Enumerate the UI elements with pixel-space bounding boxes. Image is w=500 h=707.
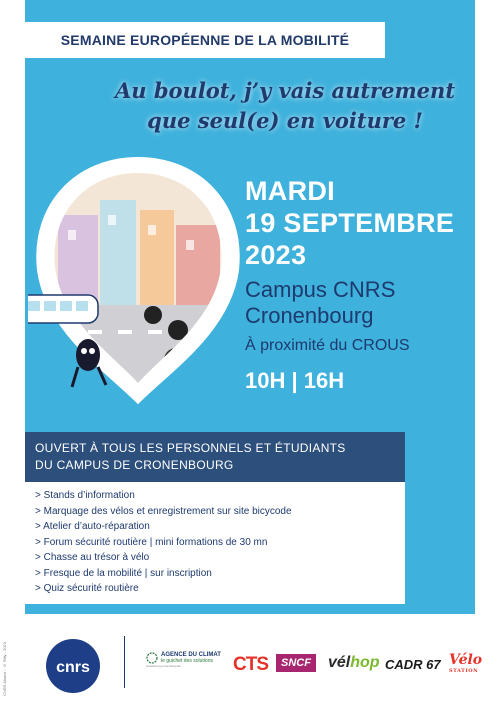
- list-item: > Chasse au trésor à vélo: [35, 550, 395, 566]
- sncf-logo: SNCF: [276, 654, 316, 672]
- event-date: 19 SEPTEMBRE: [245, 208, 455, 238]
- velhop-part-1: vél: [328, 654, 351, 671]
- week-banner: [25, 22, 385, 58]
- list-item: > Fresque de la mobilité | sur inscription: [35, 566, 395, 582]
- agence-line-1: AGENCE DU CLIMAT: [161, 652, 221, 658]
- event-place-1: Campus CNRS: [245, 277, 396, 302]
- slogan-line-2: que seul(e) en voiture !: [147, 108, 423, 133]
- event-day: MARDI: [245, 176, 335, 206]
- list-item: > Marquage des vélos et enregistrement sur site bicycode: [35, 504, 395, 520]
- event-near: À proximité du CROUS: [245, 337, 410, 354]
- cadr67-logo: CADR 67: [385, 657, 441, 672]
- footer-divider: [124, 636, 125, 688]
- cnrs-logo-text: cnrs: [56, 659, 90, 676]
- velo-station-sub: STATION: [449, 668, 479, 674]
- event-details: [245, 175, 454, 395]
- agence-line-2: le guichet des solutions: [161, 658, 213, 664]
- photo-credit: CNRS Alsace - © Rilly - 2023: [2, 642, 7, 696]
- partner-footer: [0, 614, 500, 707]
- agence-climat-logo: [146, 652, 226, 668]
- event-hours: 10H | 16H: [245, 368, 345, 393]
- open-to-box: [25, 432, 405, 482]
- slogan-line-1: Au boulot, j’y vais autrement: [114, 78, 456, 103]
- list-item: > Atelier d’auto-réparation: [35, 519, 395, 535]
- slogan: [104, 76, 466, 136]
- cts-logo: CTS: [233, 654, 268, 675]
- list-item: > Forum sécurité routière | mini formations de 30 mn: [35, 535, 395, 551]
- velhop-logo: [328, 654, 380, 672]
- agence-climat-icon: [146, 652, 158, 664]
- banner-title: SEMAINE EUROPÉENNE DE LA MOBILITÉ: [60, 32, 350, 48]
- agence-line-3: Strasbourg eurométropole: [146, 664, 181, 668]
- velo-station-logo: [449, 652, 482, 674]
- cnrs-logo: [45, 638, 101, 694]
- activities-list: [25, 482, 405, 604]
- open-to-line-1: OUVERT À TOUS LES PERSONNELS ET ÉTUDIANTS: [35, 441, 346, 455]
- velo-station-main: Vélo: [449, 652, 483, 668]
- location-pin-illustration: [28, 155, 248, 405]
- event-place-2: Cronenbourg: [245, 303, 374, 328]
- list-item: > Stands d’information: [35, 488, 395, 504]
- open-to-line-2: DU CAMPUS DE CRONENBOURG: [35, 458, 234, 472]
- event-year: 2023: [245, 240, 307, 270]
- list-item: > Quiz sécurité routière: [35, 581, 395, 597]
- velhop-part-2: hop: [350, 654, 380, 671]
